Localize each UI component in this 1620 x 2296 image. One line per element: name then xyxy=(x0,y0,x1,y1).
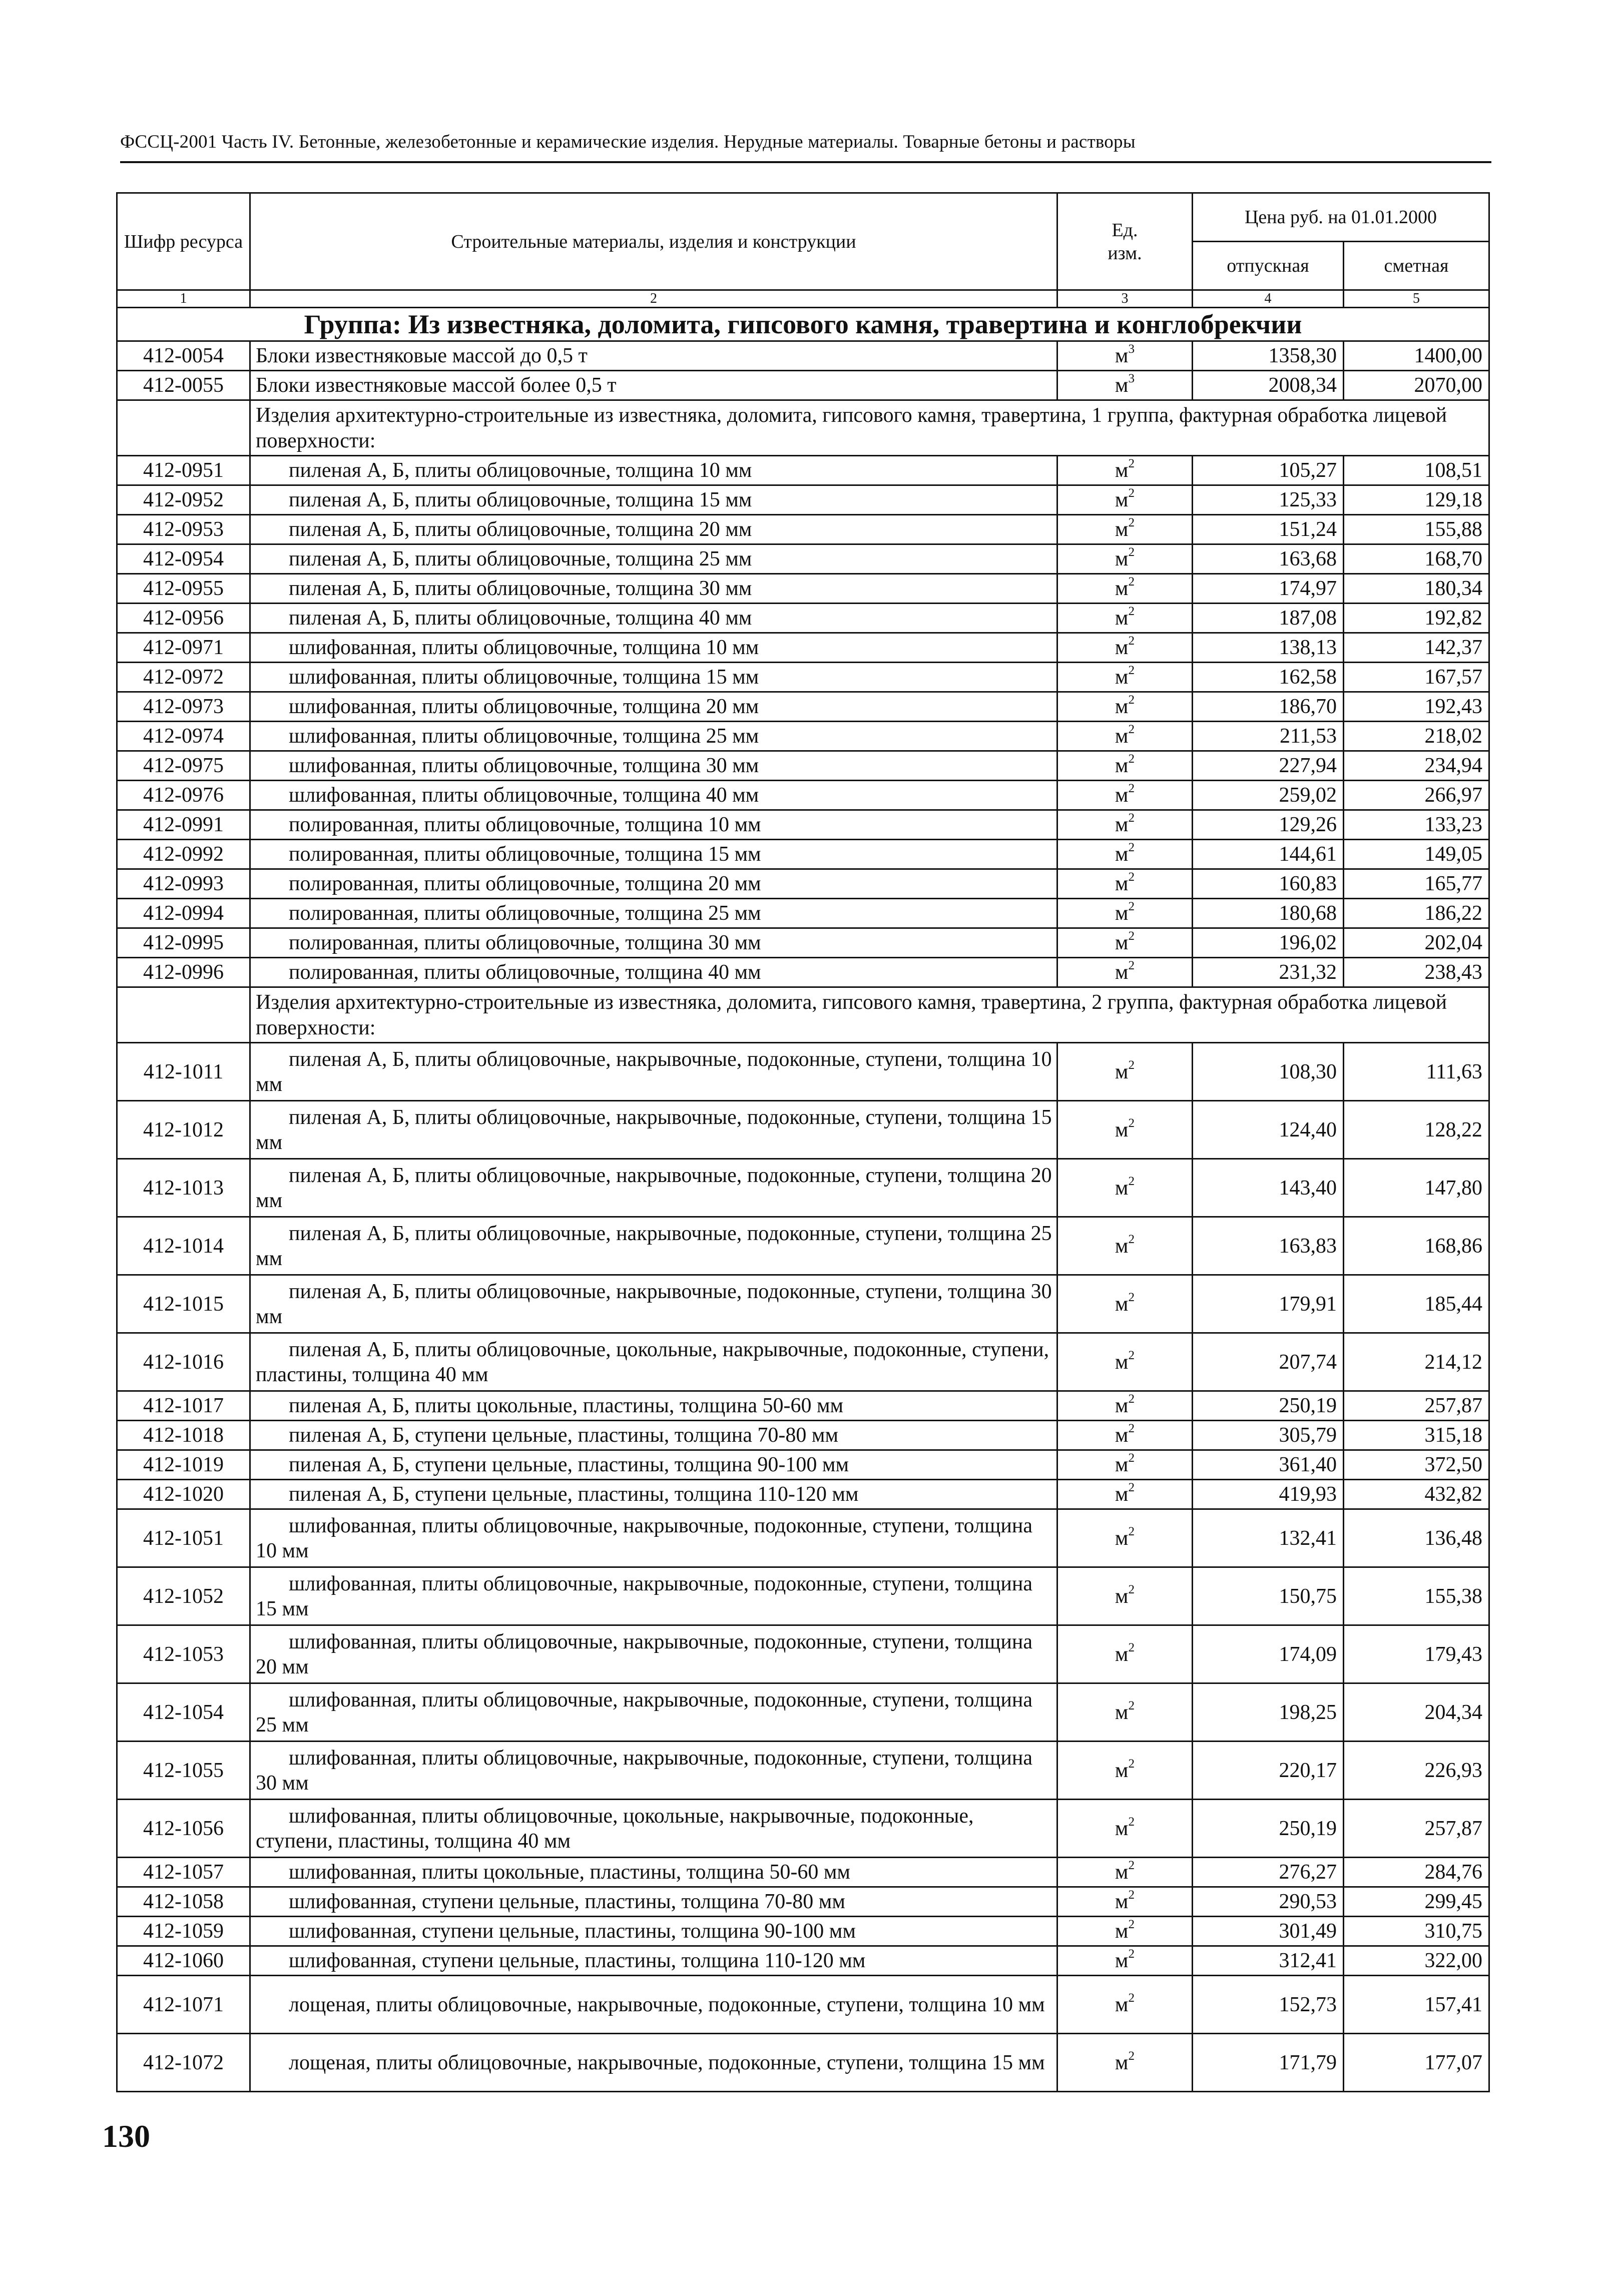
release-price: 211,53 xyxy=(1193,722,1344,751)
resource-code: 412-1013 xyxy=(117,1159,250,1217)
release-price: 125,33 xyxy=(1193,485,1344,515)
material-name: пиленая А, Б, плиты облицовочные, накрывочные, подоконные, ступени, толщина 15 мм xyxy=(250,1101,1057,1159)
table-row xyxy=(117,341,1489,371)
table-row xyxy=(117,1159,1489,1217)
estimate-price: 322,00 xyxy=(1344,1946,1489,1976)
table-row xyxy=(117,869,1489,899)
unit-of-measure: $м^2$ xyxy=(1057,1625,1193,1683)
table-row xyxy=(117,1976,1489,2034)
release-price: 227,94 xyxy=(1193,751,1344,781)
release-price: 196,02 xyxy=(1193,928,1344,958)
resource-code: 412-0974 xyxy=(117,722,250,751)
estimate-price: 299,45 xyxy=(1344,1887,1489,1917)
unit-of-measure: $м^2$ xyxy=(1057,869,1193,899)
estimate-price: 192,43 xyxy=(1344,692,1489,722)
estimate-price: 185,44 xyxy=(1344,1275,1489,1333)
unit-of-measure: $м^2$ xyxy=(1057,958,1193,987)
release-price: 419,93 xyxy=(1193,1480,1344,1509)
table-row xyxy=(117,485,1489,515)
release-price: 124,40 xyxy=(1193,1101,1344,1159)
estimate-price: 136,48 xyxy=(1344,1509,1489,1567)
unit-of-measure: $м^2$ xyxy=(1057,1043,1193,1101)
estimate-price: 157,41 xyxy=(1344,1976,1489,2034)
material-name: шлифованная, плиты облицовочные, толщина 30 мм xyxy=(250,751,1057,781)
material-name: шлифованная, плиты облицовочные, толщина 15 мм xyxy=(250,663,1057,692)
unit-of-measure: $м^2$ xyxy=(1057,1217,1193,1275)
material-name: полированная, плиты облицовочные, толщина 20 мм xyxy=(250,869,1057,899)
resource-code: 412-0991 xyxy=(117,810,250,840)
material-name: полированная, плиты облицовочные, толщина 15 мм xyxy=(250,840,1057,869)
material-name: пиленая А, Б, плиты облицовочные, накрывочные, подоконные, ступени, толщина 30 мм xyxy=(250,1275,1057,1333)
subheader-row xyxy=(117,400,1489,456)
material-name: полированная, плиты облицовочные, толщина 25 мм xyxy=(250,899,1057,928)
estimate-price: 234,94 xyxy=(1344,751,1489,781)
unit-of-measure: $м^2$ xyxy=(1057,692,1193,722)
release-price: 162,58 xyxy=(1193,663,1344,692)
release-price: 163,68 xyxy=(1193,544,1344,574)
estimate-price: 168,70 xyxy=(1344,544,1489,574)
resource-code: 412-0954 xyxy=(117,544,250,574)
table-row xyxy=(117,544,1489,574)
release-price: 187,08 xyxy=(1193,604,1344,633)
material-name: пиленая А, Б, плиты облицовочные, толщина 15 мм xyxy=(250,485,1057,515)
unit-of-measure: $м^2$ xyxy=(1057,1421,1193,1450)
estimate-price: 238,43 xyxy=(1344,958,1489,987)
estimate-price: 168,86 xyxy=(1344,1217,1489,1275)
unit-of-measure: $м^2$ xyxy=(1057,810,1193,840)
unit-of-measure: $м^2$ xyxy=(1057,1275,1193,1333)
table-row xyxy=(117,1567,1489,1625)
table-row xyxy=(117,1333,1489,1391)
estimate-price: 165,77 xyxy=(1344,869,1489,899)
estimate-price: 257,87 xyxy=(1344,1391,1489,1421)
material-name: пиленая А, Б, ступени цельные, пластины, толщина 90-100 мм xyxy=(250,1450,1057,1480)
resource-code: 412-1059 xyxy=(117,1917,250,1946)
resource-code: 412-0973 xyxy=(117,692,250,722)
table-row xyxy=(117,456,1489,485)
release-price: 301,49 xyxy=(1193,1917,1344,1946)
group-title: Группа: Из известняка, доломита, гипсового камня, травертина и конглобрекчии xyxy=(117,308,1489,341)
material-name: пиленая А, Б, ступени цельные, пластины, толщина 70-80 мм xyxy=(250,1421,1057,1450)
table-row xyxy=(117,781,1489,810)
table-row xyxy=(117,722,1489,751)
estimate-price: 142,37 xyxy=(1344,633,1489,663)
col-header-code: Шифр ресурса xyxy=(117,193,250,290)
material-name: шлифованная, ступени цельные, пластины, толщина 110-120 мм xyxy=(250,1946,1057,1976)
resource-code: 412-0952 xyxy=(117,485,250,515)
estimate-price: 177,07 xyxy=(1344,2034,1489,2092)
material-name: Блоки известняковые массой до 0,5 т xyxy=(250,341,1057,371)
table-row xyxy=(117,1391,1489,1421)
table-row xyxy=(117,515,1489,544)
release-price: 129,26 xyxy=(1193,810,1344,840)
material-name: пиленая А, Б, плиты облицовочные, толщина 25 мм xyxy=(250,544,1057,574)
unit-of-measure: $м^2$ xyxy=(1057,1742,1193,1800)
subheader-text: Изделия архитектурно-строительные из известняка, доломита, гипсового камня, травертина, 2 группа, фактурная обработка лицевой поверхности: xyxy=(250,987,1489,1043)
unit-of-measure: $м^2$ xyxy=(1057,1159,1193,1217)
release-price: 186,70 xyxy=(1193,692,1344,722)
unit-of-measure: $м^2$ xyxy=(1057,1509,1193,1567)
unit-of-measure: $м^2$ xyxy=(1057,633,1193,663)
column-number-row xyxy=(117,290,1489,308)
resource-code: 412-0993 xyxy=(117,869,250,899)
resource-code: 412-1060 xyxy=(117,1946,250,1976)
unit-of-measure: $м^2$ xyxy=(1057,751,1193,781)
table-row xyxy=(117,1742,1489,1800)
resource-code: 412-1019 xyxy=(117,1450,250,1480)
resource-code: 412-1053 xyxy=(117,1625,250,1683)
estimate-price: 372,50 xyxy=(1344,1450,1489,1480)
table-row xyxy=(117,633,1489,663)
estimate-price: 310,75 xyxy=(1344,1917,1489,1946)
estimate-price: 266,97 xyxy=(1344,781,1489,810)
material-name: лощеная, плиты облицовочные, накрывочные, подоконные, ступени, толщина 15 мм xyxy=(250,2034,1057,2092)
material-name: пиленая А, Б, плиты облицовочные, толщина 40 мм xyxy=(250,604,1057,633)
material-name: шлифованная, плиты облицовочные, накрывочные, подоконные, ступени, толщина 15 мм xyxy=(250,1567,1057,1625)
table-row xyxy=(117,663,1489,692)
resource-code: 412-1017 xyxy=(117,1391,250,1421)
resource-code: 412-1012 xyxy=(117,1101,250,1159)
resource-code: 412-0951 xyxy=(117,456,250,485)
resource-code: 412-0953 xyxy=(117,515,250,544)
release-price: 160,83 xyxy=(1193,869,1344,899)
material-name: шлифованная, плиты цокольные, пластины, толщина 50-60 мм xyxy=(250,1858,1057,1887)
material-name: шлифованная, плиты облицовочные, цокольные, накрывочные, подоконные, ступени, пластины, толщина 40 мм xyxy=(250,1800,1057,1858)
estimate-price: 129,18 xyxy=(1344,485,1489,515)
material-name: пиленая А, Б, плиты облицовочные, толщина 10 мм xyxy=(250,456,1057,485)
subheader-row xyxy=(117,987,1489,1043)
col-header-price: Цена руб. на 01.01.2000 xyxy=(1193,193,1489,242)
table-row xyxy=(117,958,1489,987)
material-name: шлифованная, ступени цельные, пластины, толщина 90-100 мм xyxy=(250,1917,1057,1946)
table-row xyxy=(117,1946,1489,1976)
material-name: шлифованная, плиты облицовочные, толщина 25 мм xyxy=(250,722,1057,751)
unit-of-measure: $м^2$ xyxy=(1057,1976,1193,2034)
estimate-price: 128,22 xyxy=(1344,1101,1489,1159)
table-row xyxy=(117,1887,1489,1917)
unit-of-measure: $м^2$ xyxy=(1057,722,1193,751)
release-price: 361,40 xyxy=(1193,1450,1344,1480)
material-name: пиленая А, Б, плиты облицовочные, накрывочные, подоконные, ступени, толщина 10 мм xyxy=(250,1043,1057,1101)
estimate-price: 202,04 xyxy=(1344,928,1489,958)
material-name: шлифованная, плиты облицовочные, толщина 40 мм xyxy=(250,781,1057,810)
release-price: 1358,30 xyxy=(1193,341,1344,371)
estimate-price: 111,63 xyxy=(1344,1043,1489,1101)
col-header-unit: Ед. изм. xyxy=(1057,193,1193,290)
material-name: Блоки известняковые массой более 0,5 т xyxy=(250,371,1057,400)
unit-of-measure: $м^2$ xyxy=(1057,1887,1193,1917)
estimate-price: 432,82 xyxy=(1344,1480,1489,1509)
release-price: 163,83 xyxy=(1193,1217,1344,1275)
release-price: 144,61 xyxy=(1193,840,1344,869)
material-name: пиленая А, Б, ступени цельные, пластины, толщина 110-120 мм xyxy=(250,1480,1057,1509)
release-price: 174,09 xyxy=(1193,1625,1344,1683)
release-price: 250,19 xyxy=(1193,1800,1344,1858)
estimate-price: 214,12 xyxy=(1344,1333,1489,1391)
release-price: 2008,34 xyxy=(1193,371,1344,400)
unit-of-measure: $м^2$ xyxy=(1057,781,1193,810)
resource-code: 412-0995 xyxy=(117,928,250,958)
unit-of-measure: $м^2$ xyxy=(1057,928,1193,958)
estimate-price: 149,05 xyxy=(1344,840,1489,869)
estimate-price: 155,38 xyxy=(1344,1567,1489,1625)
estimate-price: 218,02 xyxy=(1344,722,1489,751)
estimate-price: 2070,00 xyxy=(1344,371,1489,400)
table-row xyxy=(117,692,1489,722)
subheader-code-cell xyxy=(117,987,250,1043)
column-number: 1 xyxy=(117,290,250,308)
material-name: полированная, плиты облицовочные, толщина 40 мм xyxy=(250,958,1057,987)
table-row xyxy=(117,1043,1489,1101)
table-row xyxy=(117,1858,1489,1887)
column-number: 4 xyxy=(1193,290,1344,308)
resource-code: 412-0992 xyxy=(117,840,250,869)
table-row xyxy=(117,928,1489,958)
estimate-price: 192,82 xyxy=(1344,604,1489,633)
resource-code: 412-0955 xyxy=(117,574,250,604)
unit-of-measure: $м^2$ xyxy=(1057,1391,1193,1421)
table-row xyxy=(117,1421,1489,1450)
material-name: пиленая А, Б, плиты облицовочные, накрывочные, подоконные, ступени, толщина 25 мм xyxy=(250,1217,1057,1275)
page-number: 130 xyxy=(102,2118,150,2154)
table-header xyxy=(117,193,1489,290)
unit-of-measure: $м^2$ xyxy=(1057,1946,1193,1976)
unit-of-measure: $м^2$ xyxy=(1057,1683,1193,1742)
table-row xyxy=(117,1917,1489,1946)
unit-of-measure: $м^2$ xyxy=(1057,456,1193,485)
release-price: 207,74 xyxy=(1193,1333,1344,1391)
resource-code: 412-1072 xyxy=(117,2034,250,2092)
resource-code: 412-1018 xyxy=(117,1421,250,1450)
estimate-price: 315,18 xyxy=(1344,1421,1489,1450)
material-name: пиленая А, Б, плиты облицовочные, толщина 30 мм xyxy=(250,574,1057,604)
resource-code: 412-0996 xyxy=(117,958,250,987)
resource-code: 412-0994 xyxy=(117,899,250,928)
material-name: шлифованная, плиты облицовочные, накрывочные, подоконные, ступени, толщина 10 мм xyxy=(250,1509,1057,1567)
table-row xyxy=(117,1450,1489,1480)
group-title-row xyxy=(117,308,1489,341)
release-price: 132,41 xyxy=(1193,1509,1344,1567)
material-name: пиленая А, Б, плиты цокольные, пластины, толщина 50-60 мм xyxy=(250,1391,1057,1421)
resource-code: 412-1016 xyxy=(117,1333,250,1391)
resource-code: 412-0976 xyxy=(117,781,250,810)
release-price: 152,73 xyxy=(1193,1976,1344,2034)
release-price: 220,17 xyxy=(1193,1742,1344,1800)
unit-of-measure: $м^2$ xyxy=(1057,2034,1193,2092)
estimate-price: 167,57 xyxy=(1344,663,1489,692)
release-price: 198,25 xyxy=(1193,1683,1344,1742)
header-rule xyxy=(120,161,1491,163)
unit-of-measure: $м^2$ xyxy=(1057,1333,1193,1391)
resource-code: 412-1056 xyxy=(117,1800,250,1858)
release-price: 250,19 xyxy=(1193,1391,1344,1421)
unit-of-measure: $м^2$ xyxy=(1057,840,1193,869)
release-price: 171,79 xyxy=(1193,2034,1344,2092)
resource-code: 412-1051 xyxy=(117,1509,250,1567)
table-row xyxy=(117,751,1489,781)
table-row xyxy=(117,810,1489,840)
subheader-code-cell xyxy=(117,400,250,456)
release-price: 231,32 xyxy=(1193,958,1344,987)
material-name: полированная, плиты облицовочные, толщина 10 мм xyxy=(250,810,1057,840)
table-row xyxy=(117,1800,1489,1858)
table-row xyxy=(117,574,1489,604)
resource-code: 412-1057 xyxy=(117,1858,250,1887)
release-price: 108,30 xyxy=(1193,1043,1344,1101)
unit-of-measure: $м^2$ xyxy=(1057,1450,1193,1480)
table-row xyxy=(117,899,1489,928)
resource-code: 412-1011 xyxy=(117,1043,250,1101)
estimate-price: 155,88 xyxy=(1344,515,1489,544)
release-price: 105,27 xyxy=(1193,456,1344,485)
unit-of-measure: $м^2$ xyxy=(1057,1480,1193,1509)
release-price: 312,41 xyxy=(1193,1946,1344,1976)
resource-code: 412-0975 xyxy=(117,751,250,781)
release-price: 180,68 xyxy=(1193,899,1344,928)
table-body xyxy=(117,290,1489,2092)
material-name: пиленая А, Б, плиты облицовочные, цокольные, накрывочные, подоконные, ступени, пластины, толщина 40 мм xyxy=(250,1333,1057,1391)
table-row xyxy=(117,840,1489,869)
unit-of-measure: $м^2$ xyxy=(1057,574,1193,604)
release-price: 290,53 xyxy=(1193,1887,1344,1917)
estimate-price: 179,43 xyxy=(1344,1625,1489,1683)
estimate-price: 133,23 xyxy=(1344,810,1489,840)
price-table-wrapper xyxy=(116,192,1488,2092)
estimate-price: 284,76 xyxy=(1344,1858,1489,1887)
table-row xyxy=(117,1275,1489,1333)
material-name: шлифованная, плиты облицовочные, накрывочные, подоконные, ступени, толщина 20 мм xyxy=(250,1625,1057,1683)
release-price: 276,27 xyxy=(1193,1858,1344,1887)
table-row xyxy=(117,1101,1489,1159)
release-price: 179,91 xyxy=(1193,1275,1344,1333)
unit-of-measure: $м^2$ xyxy=(1057,1858,1193,1887)
estimate-price: 108,51 xyxy=(1344,456,1489,485)
resource-code: 412-1054 xyxy=(117,1683,250,1742)
material-name: шлифованная, плиты облицовочные, толщина 20 мм xyxy=(250,692,1057,722)
estimate-price: 180,34 xyxy=(1344,574,1489,604)
table-row xyxy=(117,1480,1489,1509)
resource-code: 412-0971 xyxy=(117,633,250,663)
table-row xyxy=(117,371,1489,400)
resource-code: 412-1015 xyxy=(117,1275,250,1333)
material-name: пиленая А, Б, плиты облицовочные, накрывочные, подоконные, ступени, толщина 20 мм xyxy=(250,1159,1057,1217)
estimate-price: 204,34 xyxy=(1344,1683,1489,1742)
material-name: шлифованная, ступени цельные, пластины, толщина 70-80 мм xyxy=(250,1887,1057,1917)
unit-of-measure: $м^2$ xyxy=(1057,544,1193,574)
release-price: 259,02 xyxy=(1193,781,1344,810)
release-price: 138,13 xyxy=(1193,633,1344,663)
subheader-text: Изделия архитектурно-строительные из известняка, доломита, гипсового камня, травертина, 1 группа, фактурная обработка лицевой поверхности: xyxy=(250,400,1489,456)
unit-of-measure: $м^3$ xyxy=(1057,341,1193,371)
table-row xyxy=(117,1683,1489,1742)
material-name: лощеная, плиты облицовочные, накрывочные, подоконные, ступени, толщина 10 мм xyxy=(250,1976,1057,2034)
material-name: полированная, плиты облицовочные, толщина 30 мм xyxy=(250,928,1057,958)
resource-code: 412-1052 xyxy=(117,1567,250,1625)
resource-code: 412-0956 xyxy=(117,604,250,633)
resource-code: 412-1055 xyxy=(117,1742,250,1800)
resource-code: 412-0054 xyxy=(117,341,250,371)
release-price: 174,97 xyxy=(1193,574,1344,604)
table-row xyxy=(117,1509,1489,1567)
unit-of-measure: $м^2$ xyxy=(1057,1917,1193,1946)
material-name: шлифованная, плиты облицовочные, толщина 10 мм xyxy=(250,633,1057,663)
table-row xyxy=(117,1217,1489,1275)
unit-of-measure: $м^2$ xyxy=(1057,663,1193,692)
col-header-estimate: сметная xyxy=(1344,242,1489,290)
estimate-price: 257,87 xyxy=(1344,1800,1489,1858)
material-name: шлифованная, плиты облицовочные, накрывочные, подоконные, ступени, толщина 25 мм xyxy=(250,1683,1057,1742)
column-number: 5 xyxy=(1344,290,1489,308)
col-header-release: отпускная xyxy=(1193,242,1344,290)
release-price: 305,79 xyxy=(1193,1421,1344,1450)
table-row xyxy=(117,604,1489,633)
material-name: шлифованная, плиты облицовочные, накрывочные, подоконные, ступени, толщина 30 мм xyxy=(250,1742,1057,1800)
resource-code: 412-0972 xyxy=(117,663,250,692)
resource-code: 412-1071 xyxy=(117,1976,250,2034)
estimate-price: 1400,00 xyxy=(1344,341,1489,371)
table-row xyxy=(117,2034,1489,2092)
table-row xyxy=(117,1625,1489,1683)
unit-of-measure: $м^2$ xyxy=(1057,604,1193,633)
resource-code: 412-0055 xyxy=(117,371,250,400)
col-header-name: Строительные материалы, изделия и конструкции xyxy=(250,193,1057,290)
resource-code: 412-1058 xyxy=(117,1887,250,1917)
column-number: 3 xyxy=(1057,290,1193,308)
estimate-price: 147,80 xyxy=(1344,1159,1489,1217)
unit-of-measure: $м^2$ xyxy=(1057,515,1193,544)
release-price: 150,75 xyxy=(1193,1567,1344,1625)
resource-code: 412-1014 xyxy=(117,1217,250,1275)
material-name: пиленая А, Б, плиты облицовочные, толщина 20 мм xyxy=(250,515,1057,544)
page-header: ФССЦ-2001 Часть IV. Бетонные, железобетонные и керамические изделия. Нерудные материалы. Товарные бетоны и растворы xyxy=(120,132,1136,152)
unit-of-measure: $м^3$ xyxy=(1057,371,1193,400)
release-price: 151,24 xyxy=(1193,515,1344,544)
unit-of-measure: $м^2$ xyxy=(1057,1800,1193,1858)
unit-of-measure: $м^2$ xyxy=(1057,1567,1193,1625)
price-table xyxy=(116,192,1490,2092)
unit-of-measure: $м^2$ xyxy=(1057,485,1193,515)
release-price: 143,40 xyxy=(1193,1159,1344,1217)
unit-of-measure: $м^2$ xyxy=(1057,1101,1193,1159)
column-number: 2 xyxy=(250,290,1057,308)
estimate-price: 186,22 xyxy=(1344,899,1489,928)
resource-code: 412-1020 xyxy=(117,1480,250,1509)
unit-of-measure: $м^2$ xyxy=(1057,899,1193,928)
estimate-price: 226,93 xyxy=(1344,1742,1489,1800)
